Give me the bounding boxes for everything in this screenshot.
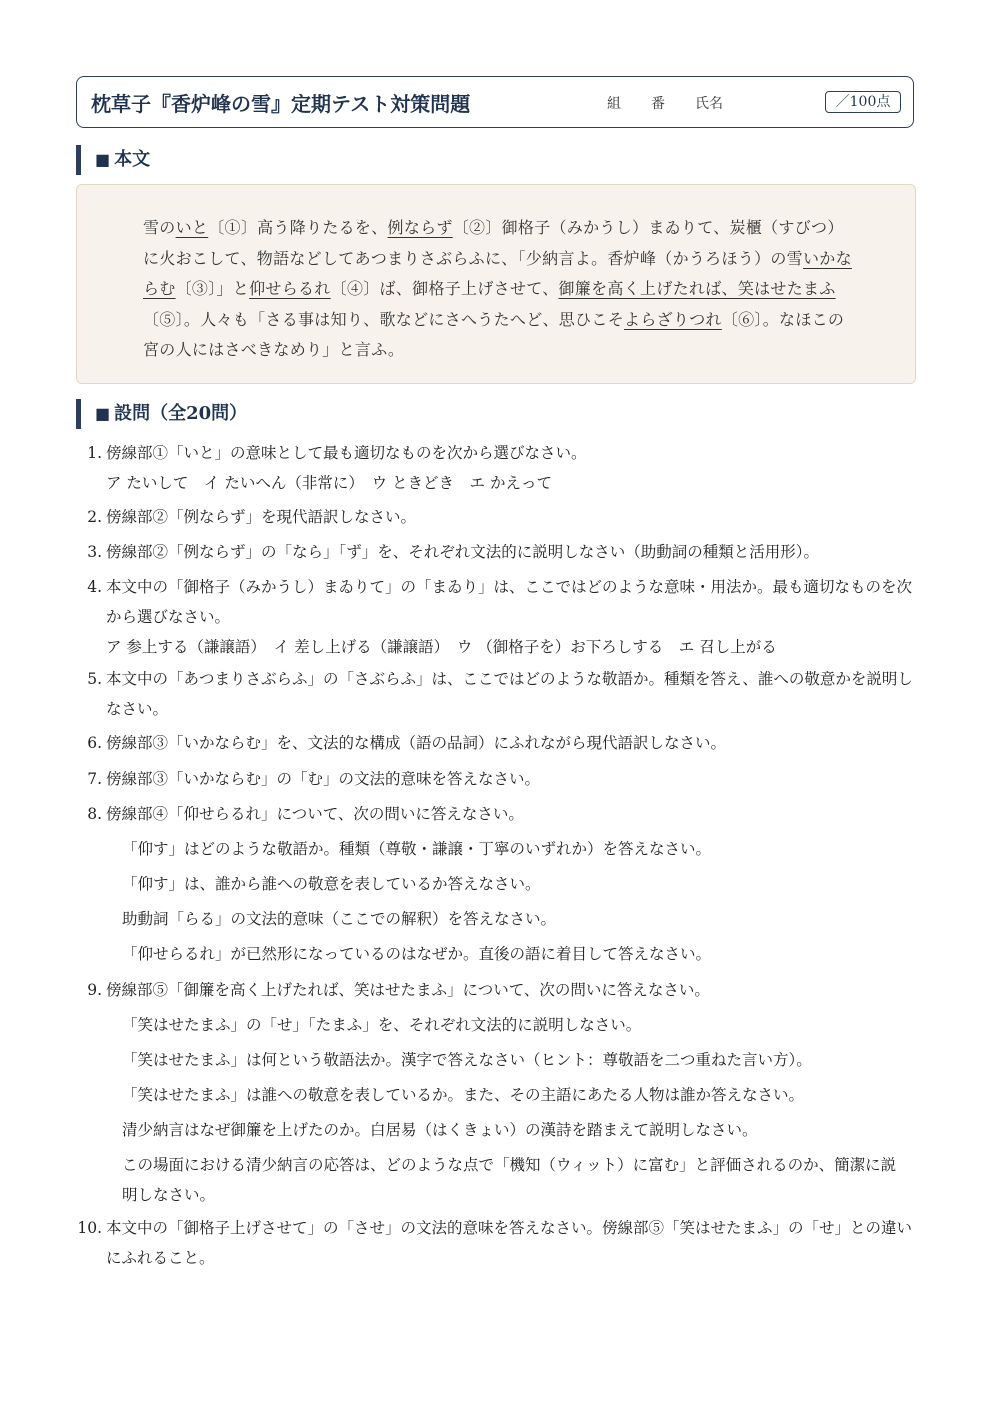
header-box — [76, 76, 914, 128]
question-4: 4. 本文中の「御格子（みかうし）まゐりて」の「まゐり」は、ここではどのような意味・用法か。最も適切なものを次から選びなさい。 ア 参上する（謙譲語） イ 差し上げる（謙譲語） ウ （御格子を）お下ろしする エ 召し上がる — [76, 572, 916, 662]
sub-question: この場面における清少納言の応答は、どのような点で「機知（ウィット）に富む」と評価されるのか、簡潔に説明しなさい。 — [122, 1156, 897, 1204]
name-label: 氏名 — [695, 96, 723, 112]
score-box: ／100点 — [825, 91, 901, 113]
underline-6: よらざりつれ — [624, 309, 722, 329]
sub-question: 「仰せらるれ」が已然形になっているのはなぜか。直後の語に着目して答えなさい。 — [122, 945, 712, 963]
question-1: 1. 傍線部①「いと」の意味として最も適切なものを次から選びなさい。 ア たいして イ たいへん（非常に） ウ ときどき エ かえって — [76, 438, 916, 498]
sub-question: 助動詞「らる」の文法的意味（ここでの解釈）を答えなさい。 — [122, 910, 557, 928]
sub-question: 「仰す」は、誰から誰への敬意を表しているか答えなさい。 — [122, 875, 541, 893]
question-5: 5. 本文中の「あつまりさぶらふ」の「さぶらふ」は、ここではどのような敬語か。種類を答え、誰への敬意かを説明しなさい。 — [87, 670, 913, 718]
sub-question: 「仰す」はどのような敬語か。種類（尊敬・謙譲・丁寧のいずれか）を答えなさい。 — [122, 840, 712, 858]
number-label: 番 — [651, 96, 665, 112]
sub-question: 清少納言はなぜ御簾を上げたのか。白居易（はくきょい）の漢詩を踏まえて説明しなさい。 — [122, 1121, 758, 1139]
question-8: 8. 傍線部④「仰せらるれ」について、次の問いに答えなさい。 「仰す」はどのような敬語か。種類（尊敬・謙譲・丁寧のいずれか）を答えなさい。 「仰す」は、誰から誰への敬意を表しているか答えなさい。 助動詞「らる」の文法的意味（ここでの解釈）を答えなさい。 「仰せらるれ」が已然形になっているのはなぜか。直後の語に着目して答えなさい。 — [76, 799, 916, 969]
sub-question: 「笑はせたまふ」は何という敬語法か。漢字で答えなさい（ヒント：尊敬語を二つ重ねた言い方）。 — [122, 1051, 812, 1069]
choices: ア 参上する（謙譲語） イ 差し上げる（謙譲語） ウ （御格子を）お下ろしする エ 召し上がる — [106, 638, 777, 656]
class-label: 組 — [607, 96, 621, 112]
section-heading-honbun: ■ 本文 — [76, 145, 150, 175]
page-title: 枕草子『香炉峰の雪』定期テスト対策問題 — [91, 92, 471, 116]
question-2: 2. 傍線部②「例ならず」を現代語訳しなさい。 — [87, 508, 417, 526]
question-9: 9. 傍線部⑤「御簾を高く上げたれば、笑はせたまふ」について、次の問いに答えなさい。 「笑はせたまふ」の「せ」「たまふ」を、それぞれ文法的に説明しなさい。 「笑はせたまふ」は何という敬語法か。漢字で答えなさい（ヒント：尊敬語を二つ重ねた言い方）。 「笑はせたまふ」は誰への敬意を表しているか。また、その主語にあたる人物は誰か答えなさい。 清少納言はなぜ御簾を上げたのか。白居易（はくきょい）の漢詩を踏まえて説明しなさい。 この場面における清少納言の応答は、どのような点で「機知（ウィット）に富む」と評価されるのか、簡潔に説明しなさい。 — [76, 975, 916, 1210]
sub-question: 「笑はせたまふ」は誰への敬意を表しているか。また、その主語にあたる人物は誰か答えなさい。 — [122, 1086, 805, 1104]
underline-2: 例ならず — [387, 218, 453, 237]
underline-1: いと — [175, 218, 209, 237]
original-text-box — [76, 184, 916, 384]
question-7: 7. 傍線部③「いかならむ」の「む」の文法的意味を答えなさい。 — [87, 770, 541, 788]
sub-question: 「笑はせたまふ」の「せ」「たまふ」を、それぞれ文法的に説明しなさい。 — [122, 1016, 642, 1034]
question-3: 3. 傍線部②「例ならず」の「なら」「ず」を、それぞれ文法的に説明しなさい（助動詞の種類と活用形）。 — [87, 543, 820, 561]
square-icon: ■ — [95, 404, 111, 423]
section-heading-setsumon: ■ 設問（全20問） — [76, 399, 247, 429]
original-text: 雪のいと〔①〕高う降りたるを、例ならず〔②〕御格子（みかうし）まゐりて、炭櫃（すびつ）に火おこして、物語などしてあつまりさぶらふに、「少納言よ。香炉峰（かうろほう）の雪いかならむ〔③〕」と仰せらるれ〔④〕ば、御格子上げさせて、御簾を高く上げたれば、笑はせたまふ〔⑤〕。人々も「さる事は知り、歌などにさへうたへど、思ひこそよらざりつれ〔⑥〕。なほこの宮の人にはさべきなめり」と言ふ。 — [143, 218, 852, 359]
choices: ア たいして イ たいへん（非常に） ウ ときどき エ かえって — [106, 474, 552, 492]
square-icon: ■ — [95, 150, 111, 169]
question-6: 6. 傍線部③「いかならむ」を、文法的な構成（語の品詞）にふれながら現代語訳しなさい。 — [87, 734, 727, 752]
underline-4: 仰せらるれ — [249, 279, 331, 298]
question-10: 10. 本文中の「御格子上げさせて」の「させ」の文法的意味を答えなさい。傍線部⑤「笑はせたまふ」の「せ」との違いにふれること。 — [77, 1219, 913, 1267]
underline-5: 御簾を高く上げたれば、笑はせたまふ — [558, 279, 836, 298]
underline-3: いかならむ — [143, 248, 852, 298]
